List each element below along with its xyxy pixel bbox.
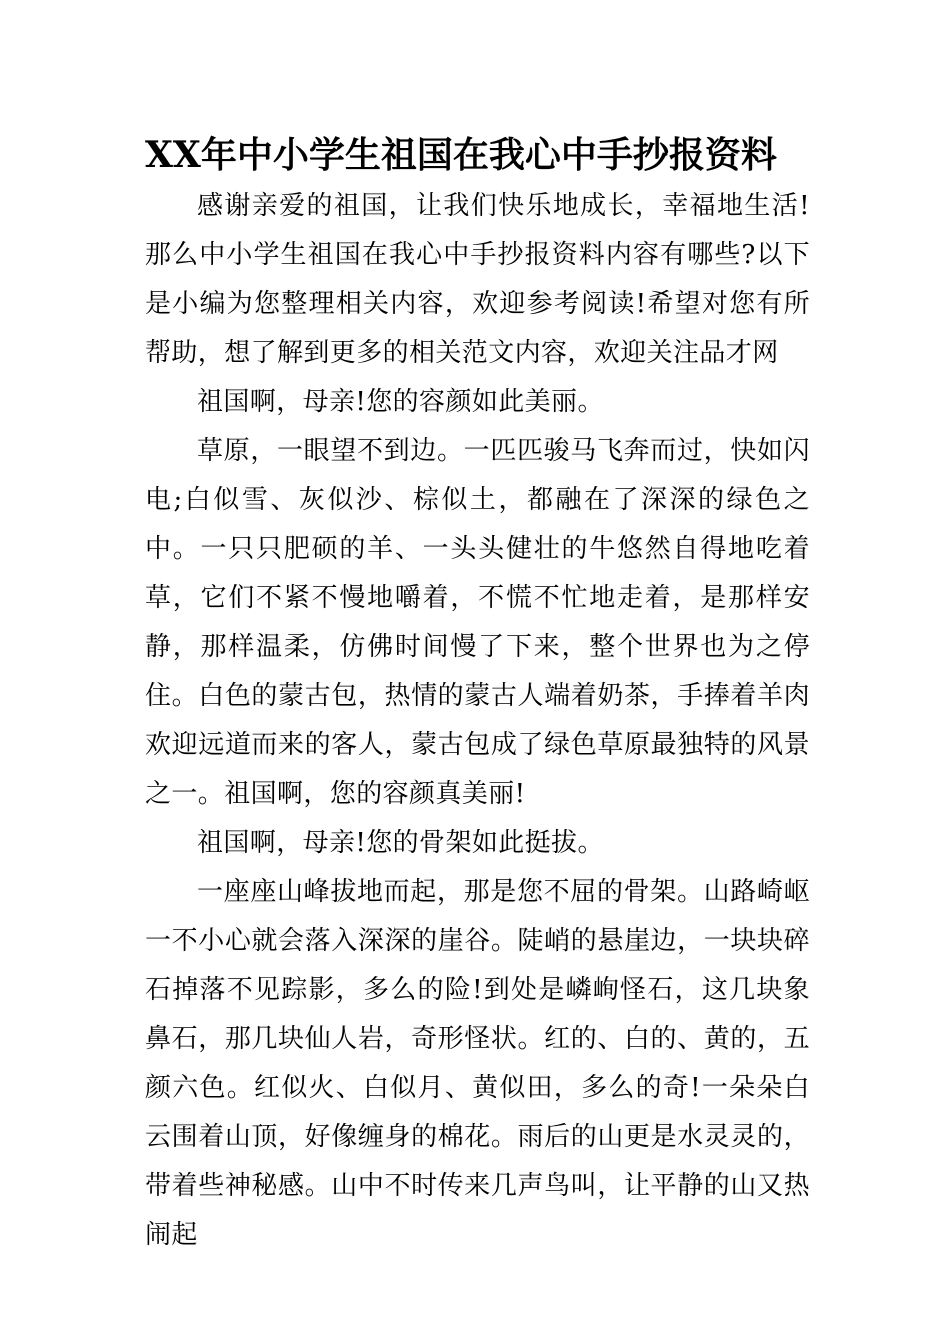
- document-title: XX年中小学生祖国在我心中手抄报资料: [145, 134, 777, 176]
- intro-paragraph: 感谢亲爱的祖国，让我们快乐地成长，幸福地生活!那么中小学生祖国在我心中手抄报资料内容有哪些?以下是小编为您整理相关内容，欢迎参考阅读!希望对您有所帮助，想了解到更多的相关范文内容，欢迎关注品才网: [145, 191, 810, 368]
- document-body: [145, 182, 810, 1260]
- paragraph-grassland: 草原，一眼望不到边。一匹匹骏马飞奔而过，快如闪电;白似雪、灰似沙、棕似土，都融在了深深的绿色之中。一只只肥硕的羊、一头头健壮的牛悠然自得地吃着草，它们不紧不慢地嚼着，不慌不忙地走着，是那样安静，那样温柔，仿佛时间慢了下来，整个世界也为之停住。白色的蒙古包，热情的蒙古人端着奶茶，手捧着羊肉欢迎远道而来的客人，蒙古包成了绿色草原最独特的风景之一。祖国啊，您的容颜真美丽!: [145, 436, 810, 809]
- paragraph-beauty-heading: 祖国啊，母亲!您的容颜如此美丽。: [197, 387, 604, 417]
- paragraph-mountains: 一座座山峰拔地而起，那是您不屈的骨架。山路崎岖一不小心就会落入深深的崖谷。陡峭的悬崖边，一块块碎石掉落不见踪影，多么的险!到处是嶙峋怪石，这几块象鼻石，那几块仙人岩，奇形怪状。红的、白的、黄的，五颜六色。红似火、白似月、黄似田，多么的奇!一朵朵白云围着山顶，好像缠身的棉花。雨后的山更是水灵灵的，带着些神秘感。山中不时传来几声鸟叫，让平静的山又热闹起: [145, 877, 810, 1250]
- paragraph-backbone-heading: 祖国啊，母亲!您的骨架如此挺拔。: [197, 828, 604, 858]
